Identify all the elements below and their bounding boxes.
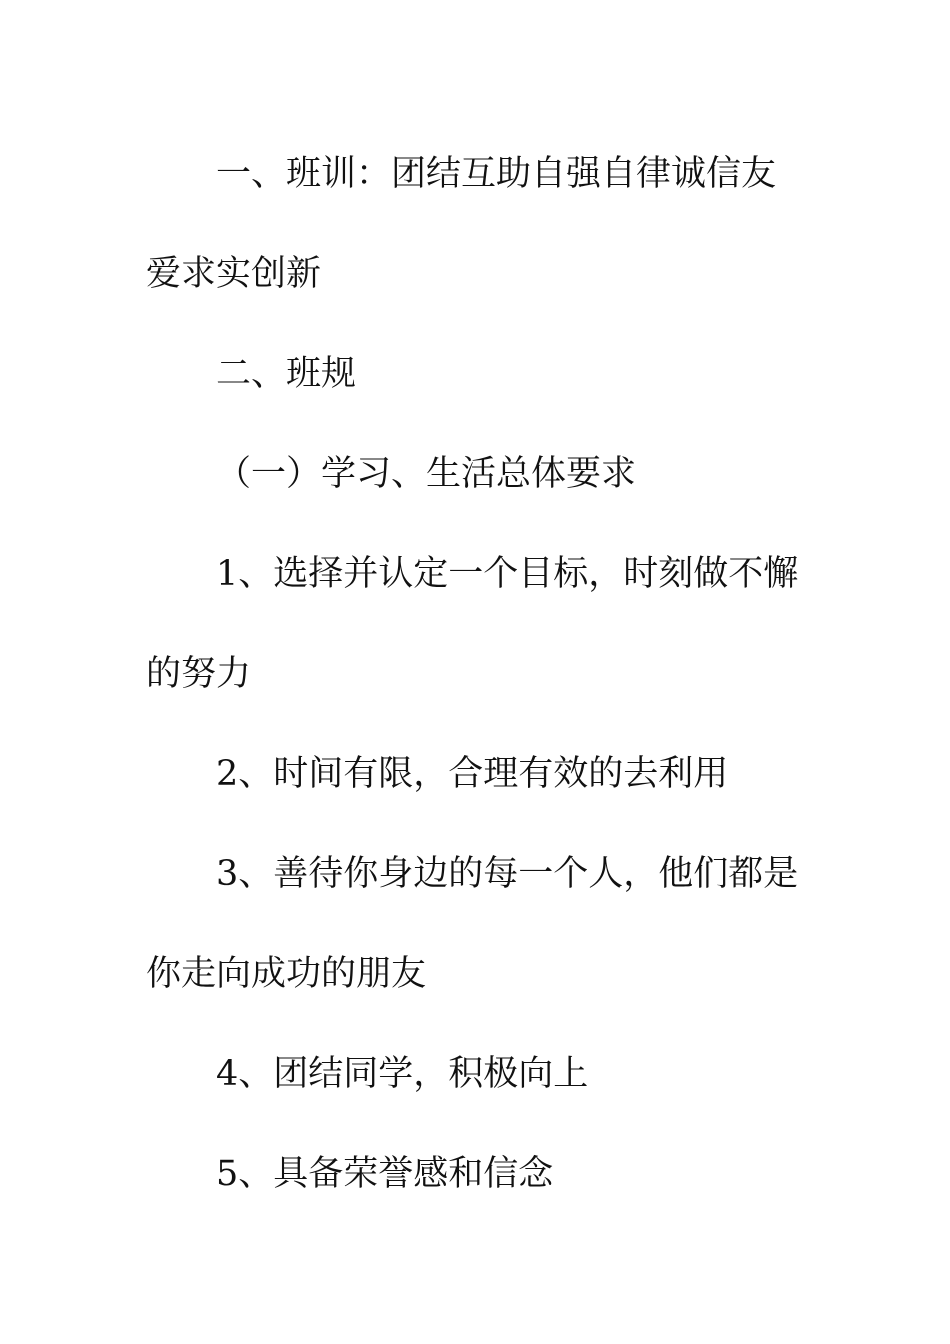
rule-3-line-1: 3、善待你身边的每一个人，他们都是 — [216, 854, 799, 894]
rule-5: 5、具备荣誉感和信念 — [216, 1154, 554, 1194]
rules-heading: 二、班规 — [216, 354, 357, 394]
rule-1-line-1: 1、选择并认定一个目标，时刻做不懈 — [216, 554, 799, 594]
rule-3-line-2: 你走向成功的朋友 — [146, 954, 427, 994]
rule-4: 4、团结同学，积极向上 — [216, 1054, 589, 1094]
document-body — [146, 124, 806, 1224]
general-requirements-subheading: （一）学习、生活总体要求 — [216, 454, 637, 494]
motto-heading-line-2: 爱求实创新 — [146, 254, 322, 294]
rule-2: 2、时间有限，合理有效的去利用 — [216, 754, 729, 794]
motto-heading-line-1: 一、班训：团结互助自强自律诚信友 — [216, 154, 777, 194]
rule-1-line-2: 的努力 — [146, 654, 252, 694]
